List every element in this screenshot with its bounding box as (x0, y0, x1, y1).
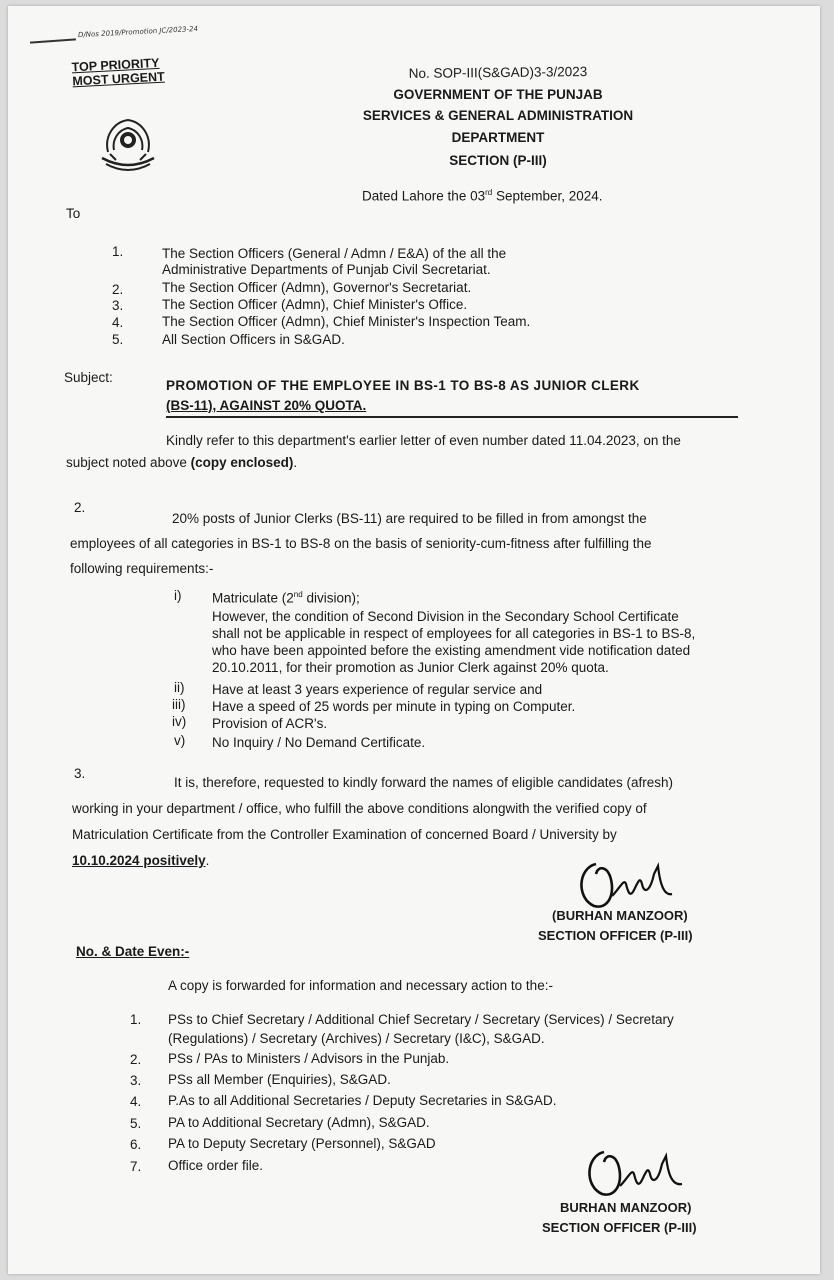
priority-stamp (71, 56, 165, 89)
req-num: ii) (174, 680, 185, 695)
copy-heading: No. & Date Even:- (76, 944, 190, 959)
req-i-text: Matriculate (2 (212, 590, 294, 606)
para3-line2: working in your department / office, who fulfill the above conditions alongwith the verified copy of (72, 801, 647, 816)
para3-period: . (205, 853, 210, 868)
recipient-num: 4. (112, 315, 124, 330)
subject-line-2: (BS-11), AGAINST 20% QUOTA. (166, 398, 367, 413)
signature-1-title: SECTION OFFICER (P-III) (538, 928, 693, 943)
para3-line1: It is, therefore, requested to kindly forward the names of eligible candidates (afresh) (174, 775, 674, 790)
req-item-i-line: However, the condition of Second Division in the Secondary School Certificate (212, 609, 679, 624)
letter-number: No. SOP-III(S&GAD)3-3/2023 (408, 64, 588, 81)
to-label: To (66, 206, 81, 221)
req-i-text-b: division); (302, 590, 360, 606)
req-num: iii) (172, 697, 186, 712)
recipient-num: 1. (112, 244, 124, 259)
req-item-i-line: who have been appointed before the existing amendment vide notification dated (212, 643, 691, 658)
dated-prefix: Dated Lahore the 03 (362, 188, 486, 204)
subject-line-1: PROMOTION OF THE EMPLOYEE IN BS-1 TO BS-8 AS JUNIOR CLERK (166, 378, 640, 393)
para2-line1: 20% posts of Junior Clerks (BS-11) are required to be filled in from amongst the (172, 511, 647, 526)
para1-copy-enclosed: (copy enclosed) (190, 455, 294, 470)
para1-line2 (66, 452, 740, 474)
copy-item: PSs / PAs to Ministers / Advisors in the Punjab. (168, 1051, 450, 1066)
req-num: iv) (172, 714, 187, 729)
req-item-v: No Inquiry / No Demand Certificate. (212, 735, 426, 750)
recipient-item: The Section Officer (Admn), Governor's Secretariat. (162, 280, 472, 295)
para1-text: subject noted above (66, 455, 191, 470)
req-item-ii: Have at least 3 years experience of regular service and (212, 682, 543, 697)
recipient-num: 2. (112, 282, 124, 297)
copy-item: PSs to Chief Secretary / Additional Chief Secretary / Secretary (Services) / Secretary (168, 1012, 674, 1027)
req-i-sup: nd (293, 590, 303, 599)
signature-2-name: BURHAN MANZOOR) (560, 1200, 692, 1215)
para1-period: . (293, 455, 298, 470)
para3-number: 3. (74, 766, 86, 781)
para2-number: 2. (74, 500, 86, 515)
recipient-item: The Section Officer (Admn), Chief Minister's Office. (162, 297, 468, 312)
diary-note: D/Nos 2019/Promotion JC/2023-24 (77, 24, 199, 40)
recipient-item: All Section Officers in S&GAD. (162, 332, 345, 347)
dated-line (362, 188, 603, 204)
copy-num: 5. (130, 1116, 142, 1131)
para3-line3: Matriculation Certificate from the Controller Examination of concerned Board / University by (72, 827, 617, 842)
signature-2-title: SECTION OFFICER (P-III) (542, 1220, 697, 1235)
copy-num: 6. (130, 1137, 142, 1152)
copy-item: (Regulations) / Secretary (Archives) / Secretary (I&C), S&GAD. (168, 1031, 545, 1046)
priority-urgent: MOST URGENT (72, 69, 166, 89)
govt-name: GOVERNMENT OF THE PUNJAB (393, 87, 603, 102)
para1-line1: Kindly refer to this department's earlier letter of even number dated 11.04.2023, on the (166, 433, 681, 448)
letter-header (338, 62, 658, 171)
copy-item: PSs all Member (Enquiries), S&GAD. (168, 1072, 391, 1087)
recipient-num: 3. (112, 298, 124, 313)
req-num: v) (174, 733, 186, 748)
copy-num: 2. (130, 1052, 142, 1067)
copy-item: PA to Deputy Secretary (Personnel), S&GAD (168, 1136, 436, 1151)
copy-num: 4. (130, 1094, 142, 1109)
signature-1-name: (BURHAN MANZOOR) (552, 908, 688, 923)
subject-underline (166, 416, 738, 418)
req-item-i (212, 590, 360, 606)
subject-label: Subject: (64, 370, 113, 385)
req-item-iv: Provision of ACR's. (212, 716, 328, 731)
para2-line3: following requirements:- (70, 561, 214, 576)
deadline-date: 10.10.2024 positively (72, 853, 206, 868)
copy-num: 3. (130, 1073, 142, 1088)
ink-mark (30, 38, 76, 43)
para2-line2: employees of all categories in BS-1 to BS-8 on the basis of seniority-cum-fitness after fulfilling the (70, 536, 652, 551)
copy-item: Office order file. (168, 1158, 264, 1173)
recipient-num: 5. (112, 332, 124, 347)
copy-item: PA to Additional Secretary (Admn), S&GAD. (168, 1115, 430, 1130)
req-item-iii: Have a speed of 25 words per minute in typing on Computer. (212, 699, 576, 714)
priority-top: TOP PRIORITY (71, 55, 160, 75)
document-page (8, 6, 820, 1274)
copy-num: 7. (130, 1159, 142, 1174)
punjab-govt-emblem (96, 114, 160, 176)
copy-intro: A copy is forwarded for information and necessary action to the:- (168, 978, 553, 993)
copy-item: P.As to all Additional Secretaries / Deputy Secretaries in S&GAD. (168, 1093, 557, 1108)
dated-suffix: September, 2024. (492, 188, 603, 204)
req-num: i) (174, 588, 182, 603)
recipient-item: The Section Officer (Admn), Chief Minister's Inspection Team. (162, 314, 531, 329)
department-name-2: DEPARTMENT (451, 130, 545, 145)
dated-sup: rd (485, 188, 493, 197)
recipient-item: The Section Officers (General / Admn / E&A) of the all the (162, 246, 507, 261)
signature-2-icon (578, 1144, 698, 1208)
req-item-i-line: 20.10.2011, for their promotion as Junior Clerk against 20% quota. (212, 660, 609, 675)
paragraph-2 (70, 506, 744, 581)
paragraph-1 (66, 430, 740, 474)
department-name-1: SERVICES & GENERAL ADMINISTRATION (362, 108, 634, 123)
section-name: SECTION (P-III) (449, 153, 547, 168)
req-item-i-line: shall not be applicable in respect of employees for all categories in BS-1 to BS-8, (212, 626, 696, 641)
recipient-item: Administrative Departments of Punjab Civil Secretariat. (162, 262, 491, 277)
copy-num: 1. (130, 1012, 142, 1027)
